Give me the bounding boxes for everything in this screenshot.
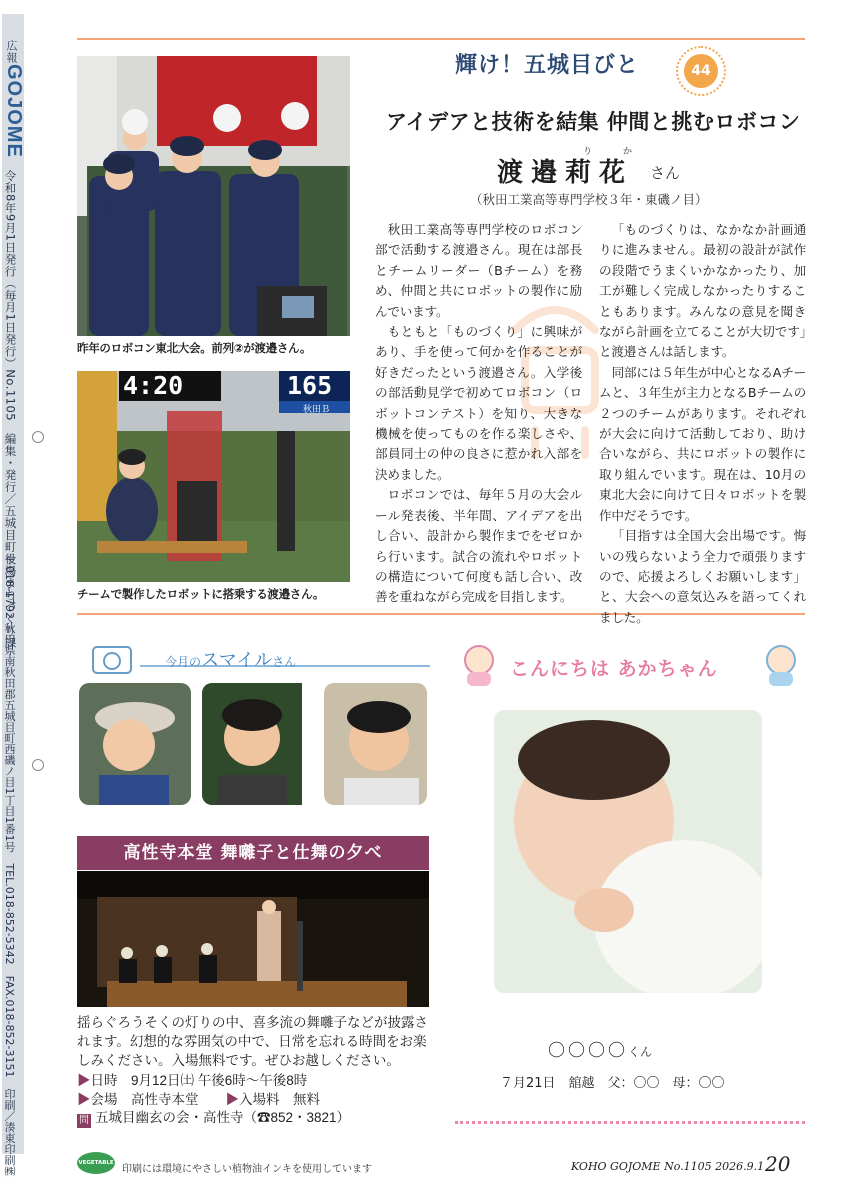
binding-hole bbox=[32, 759, 44, 771]
vegetable-oil-ink-logo: VEGETABLE OIL INK bbox=[77, 1152, 115, 1174]
top-rule bbox=[77, 38, 805, 40]
event-contact-line: 問 五城目幽玄の会・高性寺（☎852・3821） bbox=[79, 1110, 351, 1126]
article-headline: アイデアと技術を結集 仲間と挑むロボコン bbox=[386, 109, 801, 134]
ruby-ri: り bbox=[583, 147, 593, 157]
smile-photo bbox=[202, 683, 314, 805]
event-details bbox=[77, 1072, 350, 1128]
robocon-team-image bbox=[77, 56, 350, 336]
binding-hole bbox=[32, 431, 44, 443]
article-paragraph: 「ものづくりは、なかなか計画通りに進みません。最初の設計が試作の段階でうまくいかなかったり、加工が難しく完成しなかったりすることもあります。みんなの意見を聞きながら計画を立てることが大切です」と渡邉さんは話します。 bbox=[599, 222, 806, 360]
robocon-team-photo bbox=[77, 56, 350, 336]
smile-photo bbox=[79, 683, 191, 805]
event-date-line: ▶日時 9月12日㈯ 午後6時～午後8時 bbox=[77, 1073, 308, 1088]
spine bbox=[0, 0, 56, 1200]
baby-icon bbox=[458, 642, 500, 688]
smile-title: 今月のスマイルさん bbox=[165, 650, 297, 671]
ruby-ka: か bbox=[623, 147, 633, 157]
match-score: 165 bbox=[287, 371, 333, 400]
triangle-icon: ▶ bbox=[225, 1091, 239, 1107]
person-affiliation: （秋田工業高等専門学校３年・東磯ノ目） bbox=[470, 192, 708, 207]
baby-section-title: こんにちは あかちゃん bbox=[510, 658, 718, 680]
article-column-1 bbox=[375, 220, 582, 608]
page-number: 20 bbox=[765, 1152, 791, 1176]
team-label: 秋田Ｂ bbox=[303, 405, 331, 415]
baby-icon bbox=[760, 642, 802, 688]
article-paragraph: 同部には５年生が中心となるAチームと、３年生が主力となるBチームの２つのチームがあります。それぞれが大会に向けて活動しており、助け合いながら、共にロボットの製作に取り組んでいます。現在は、10月の東北大会に向けて日々ロボットを製作中だそうです。 bbox=[599, 364, 806, 523]
camera-lens-icon bbox=[103, 652, 121, 670]
series-title: 輝け！五城目びと bbox=[455, 53, 640, 78]
stage-image bbox=[77, 871, 429, 1007]
event-photo bbox=[77, 871, 429, 1007]
article-column-2 bbox=[599, 220, 806, 628]
article-paragraph: 「目指すは全国大会出場です。悔いの残らないよう全力で頑張りますので、応援よろしくお願いします」と、大会への意気込みを語ってくれました。 bbox=[599, 528, 806, 625]
article-paragraph: ロボコンでは、毎年５月の大会ルール発表後、半年間、アイデアを出し合い、設計から製作までをゼロから行います。試合の流れやロボットの構造について何度も話し合い、改善を重ねながら完成を目指します。 bbox=[375, 487, 582, 605]
smile-photo bbox=[324, 683, 427, 805]
robot-photo bbox=[77, 371, 350, 582]
baby-info: ７月21日 舘越 父：〇〇 母：〇〇 bbox=[500, 1076, 725, 1091]
series-number: 44 bbox=[684, 54, 718, 88]
triangle-icon: ▶ bbox=[77, 1091, 91, 1107]
spine-contact: 〒018-1792 秋田県南秋田郡五城目町西磯ノ目1丁目1番1号 TEL.018-852-5342 FAX.018-852-3151 印刷／湊東印刷㈱ bbox=[3, 555, 16, 1177]
photo2-caption: チームで製作したロボットに搭乗する渡邉さん。 bbox=[77, 587, 325, 601]
baby-photo bbox=[494, 710, 762, 993]
event-venue-line: ▶会場 高性寺本堂 ▶入場料 無料 bbox=[77, 1091, 320, 1107]
person-name: 渡邉莉花 bbox=[497, 158, 634, 188]
photo1-caption: 昨年のロボコン東北大会。前列②が渡邉さん。 bbox=[77, 341, 312, 355]
article-paragraph: 秋田工業高等専門学校のロボコン部で活動する渡邉さん。現在は部長とチームリーダー（Bチーム）を務め、仲間と共にロボットの製作に励んでいます。 bbox=[375, 222, 582, 319]
article-paragraph: もともと「ものづくり」に興味があり、手を使って何かを作ることが好きだったという渡邉さん。入学後の部活動見学で初めてロボコン（ロボットコンテスト）を知り、大きな機械を使ってものを作る楽しさや、部員同士の仲の良さに惹かれ入部を決めました。 bbox=[375, 324, 582, 482]
baby-name: 〇〇〇〇くん bbox=[548, 1041, 653, 1061]
baby-dotted-rule bbox=[455, 1121, 805, 1124]
person-honorific: さん bbox=[650, 164, 681, 182]
event-title: 高性寺本堂 舞囃子と仕舞の夕べ bbox=[77, 836, 429, 870]
spine-brand: GOJOME bbox=[3, 64, 25, 158]
spine-publication: 広報 bbox=[5, 40, 18, 64]
event-description: 揺らぐろうそくの灯りの中、喜多流の舞囃子などが披露されます。幻想的な雰囲気の中で、日常を忘れる時間をお楽しみください。入場無料です。ぜひお越しください。 bbox=[77, 1015, 428, 1068]
inquiry-icon: 問 bbox=[79, 1115, 89, 1126]
triangle-icon: ▶ bbox=[77, 1073, 91, 1088]
match-timer: 4:20 bbox=[123, 371, 184, 400]
ink-note: 印刷には環境にやさしい植物油インキを使用しています bbox=[122, 1164, 372, 1175]
spine-issue: 令和8年9月1日発行（毎月1日発行）No.1105 編集・発行／五城目町役場まちづくり課 bbox=[3, 170, 18, 650]
footer-issue: KOHO GOJOME No.1105 2026.9.1 bbox=[571, 1160, 765, 1173]
